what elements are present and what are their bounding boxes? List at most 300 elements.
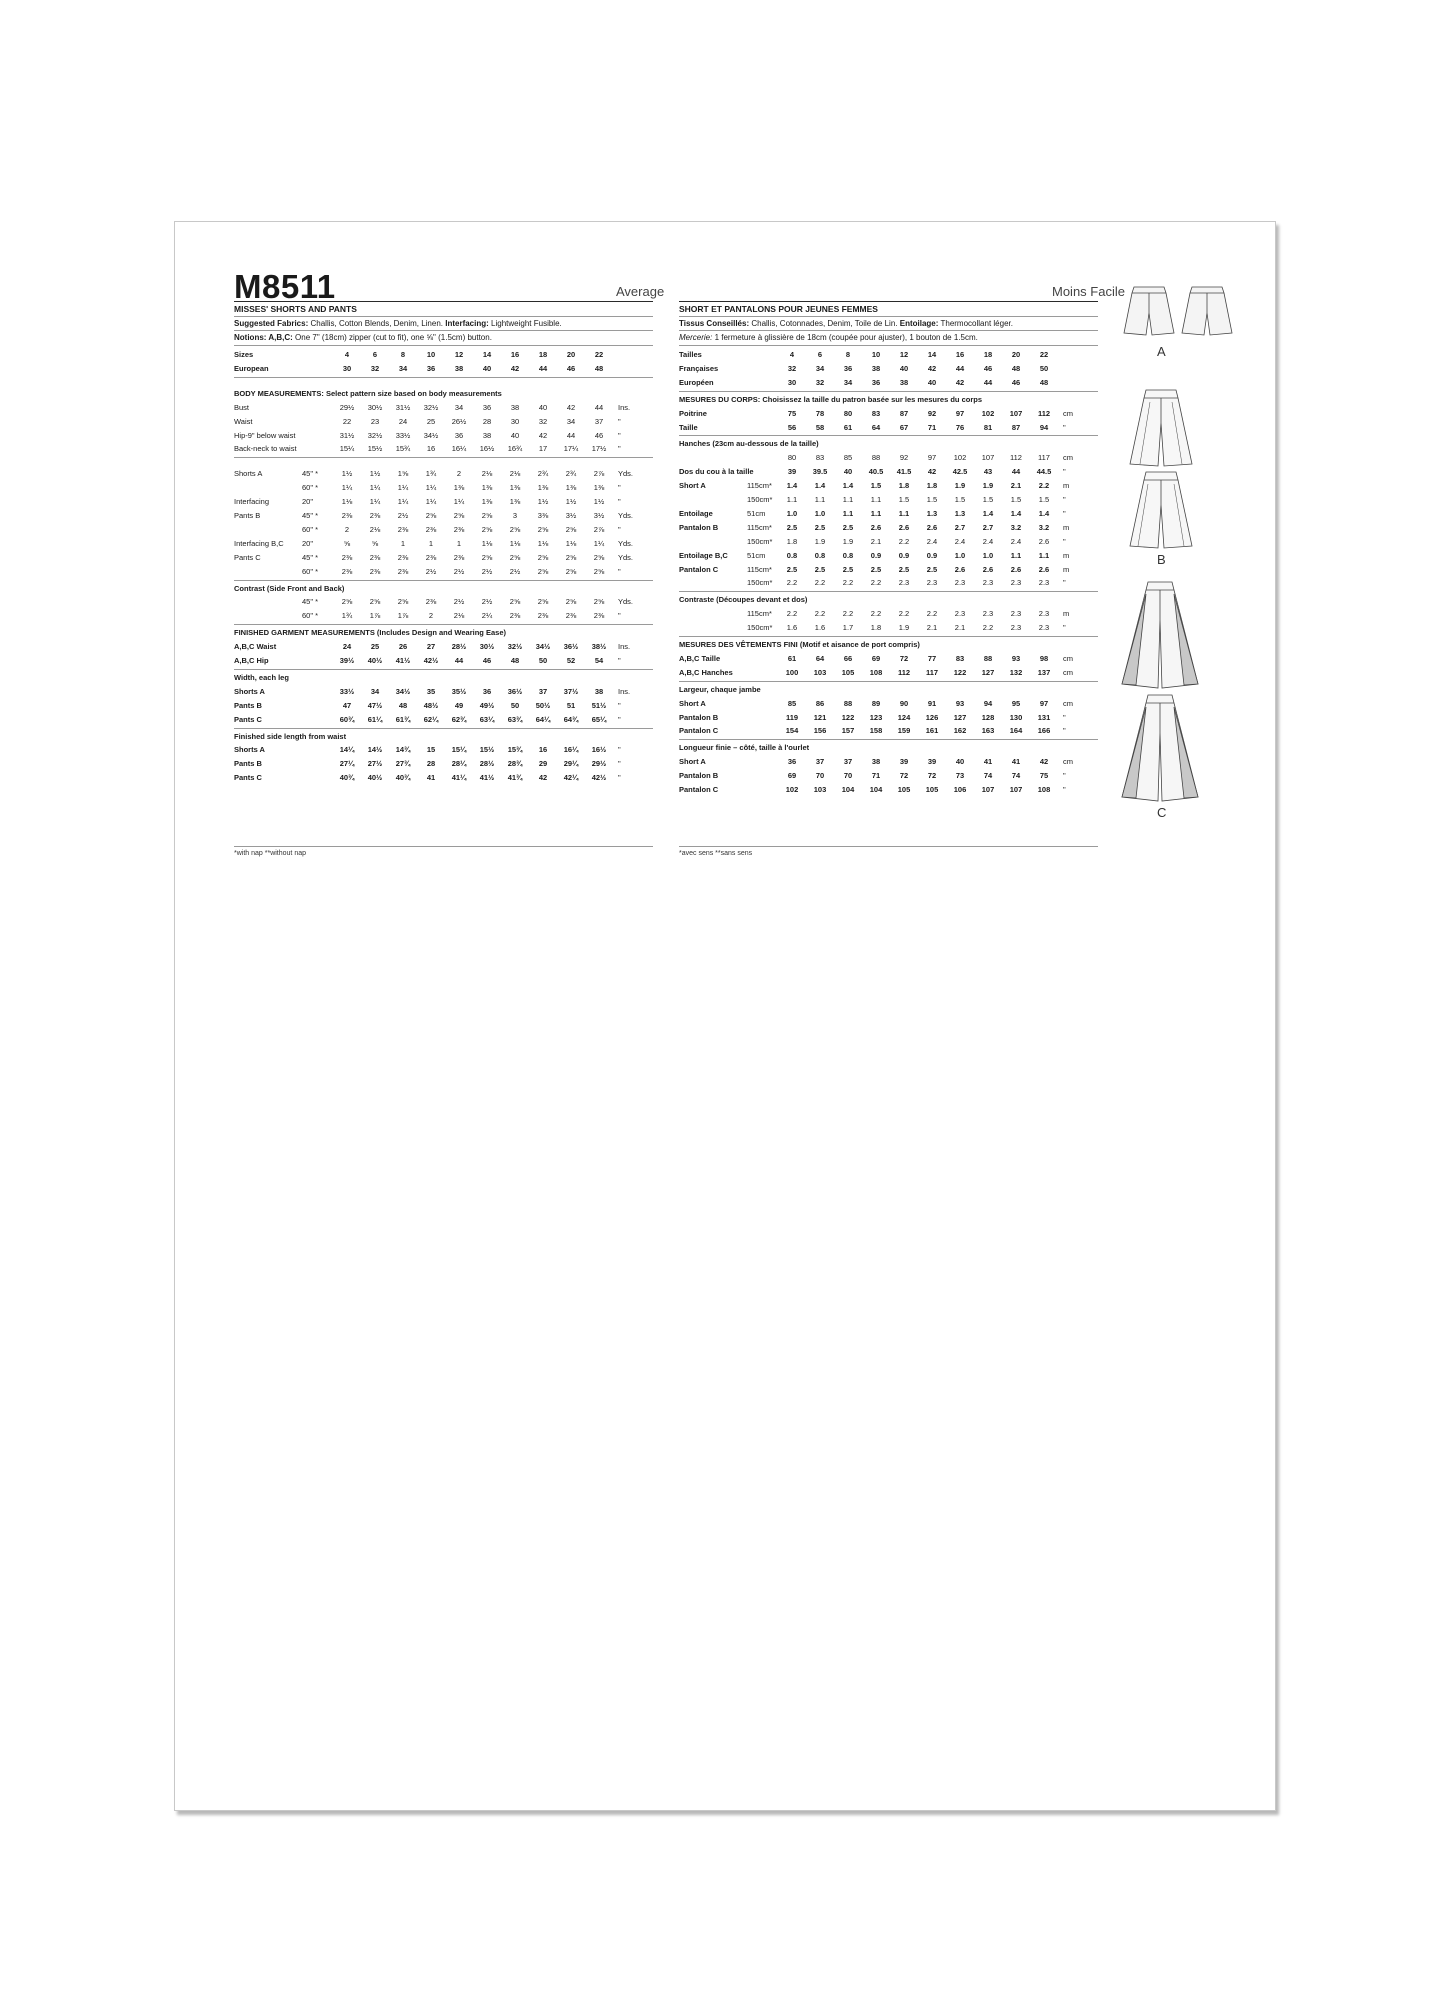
fr-row-unit: m	[1063, 481, 1070, 491]
en-table-cell: 1½	[341, 469, 353, 479]
fr-table-cell: 72	[899, 653, 909, 663]
fr-row-label: Pantalon B	[679, 712, 719, 722]
fr-table-cell: 0.8	[814, 550, 826, 560]
fr-row-label: Pantalon B	[679, 522, 719, 532]
fr-row-label: Taille	[679, 422, 698, 432]
en-fabrics	[234, 318, 562, 329]
fr-table-cell: 2.7	[982, 522, 994, 532]
en-table-cell: 16	[538, 745, 548, 755]
view-label-c: C	[1157, 805, 1167, 820]
fr-table-row	[679, 638, 1098, 651]
en-table-cell: 2⅞	[593, 469, 605, 479]
fr-table-cell: 83	[871, 408, 881, 418]
en-section-divider	[234, 669, 653, 670]
fr-table-row	[679, 711, 1098, 724]
en-table-cell: 32	[538, 416, 548, 426]
en-table-cell: 3½	[593, 511, 605, 520]
fr-footer-rule	[679, 846, 1098, 847]
fr-title: SHORT ET PANTALONS POUR JEUNES FEMMES	[679, 304, 878, 314]
en-row-fabric-width: 60" *	[302, 483, 319, 493]
fr-row-fabric-width: 115cm*	[747, 522, 772, 532]
fr-table-cell: 75	[787, 408, 797, 418]
fr-table-cell: 1.0	[982, 550, 994, 560]
en-table-cell: 41¾	[507, 773, 523, 783]
en-table-cell: 38	[454, 363, 464, 373]
fr-table-cell: 1.1	[842, 495, 854, 504]
fr-table-cell: 2.6	[1038, 564, 1050, 574]
en-table-cell: 46	[482, 656, 492, 665]
fr-footnote: *avec sens **sans sens	[679, 850, 753, 857]
fr-table-cell: 36	[871, 377, 881, 387]
fr-table-cell: 2.1	[870, 536, 882, 546]
fr-table-cell: 2.5	[870, 564, 882, 574]
fr-table-cell: 2.2	[926, 609, 938, 619]
en-table-cell: 40	[538, 402, 548, 412]
fr-table-cell: 1.9	[842, 536, 854, 546]
fr-table-cell: 112	[1010, 453, 1022, 463]
fr-notions-label: Mercerie:	[679, 333, 713, 342]
en-table-cell: 2⅜	[341, 511, 353, 520]
en-table-cell: 1	[400, 538, 406, 548]
fr-table-cell: 34	[843, 377, 853, 387]
en-notions-label: Notions: A,B,C:	[234, 333, 293, 342]
en-row-label: Waist	[234, 416, 253, 426]
fr-table-cell: 2.2	[786, 578, 798, 588]
en-table-cell: 1⅜	[509, 483, 521, 493]
en-table-cell: 2⅝	[341, 597, 353, 607]
fr-table-cell: 2.2	[786, 609, 798, 619]
en-table-cell: 36½	[563, 642, 579, 652]
en-table-row	[234, 387, 653, 400]
en-row-label: A,B,C Waist	[234, 642, 277, 652]
fr-table-cell: 1.1	[814, 495, 826, 504]
en-table-cell: 63¼	[479, 714, 495, 724]
fr-table-cell: 36	[843, 363, 853, 373]
en-table-cell: 2½	[453, 566, 465, 576]
en-notions-text: One 7" (18cm) zipper (cut to fit), one ⅝" (1.5cm) button.	[295, 333, 492, 342]
en-row-label: Pants C	[234, 714, 262, 724]
fr-table-cell: 162	[953, 726, 967, 736]
en-row-label: Width, each leg	[234, 672, 289, 682]
en-table-cell: 1½	[369, 469, 381, 479]
fr-table-cell: 1.4	[786, 481, 798, 491]
fr-table-cell: 42	[927, 363, 937, 373]
fr-table-row	[679, 535, 1098, 548]
fr-table-cell: 64	[815, 653, 825, 663]
en-row-fabric-width: 60" *	[302, 524, 319, 534]
fr-fabrics	[679, 318, 1013, 329]
en-table-cell: 65¼	[591, 714, 607, 724]
en-table-cell: 15¾	[507, 745, 523, 755]
en-table-cell: 40½	[367, 656, 383, 665]
en-table-cell: 29½	[339, 402, 355, 412]
fr-table-cell: 42	[927, 467, 937, 477]
en-table-cell: 41	[426, 773, 436, 783]
fr-table-cell: 2.5	[926, 564, 938, 574]
en-table-cell: 1⅛	[565, 538, 577, 548]
en-table-cell: 2⅝	[481, 524, 493, 534]
fr-row-label: Contraste (Découpes devant et dos)	[679, 595, 808, 605]
en-table-cell: 28	[482, 416, 492, 426]
fr-table-cell: 85	[787, 698, 797, 708]
fr-table-cell: 71	[871, 771, 881, 781]
en-row-label: Pants C	[234, 773, 262, 783]
fr-table-cell: 77	[927, 653, 937, 663]
fr-table-cell: 97	[955, 408, 965, 418]
fr-table-cell: 1.0	[954, 550, 966, 560]
fr-table-row	[679, 451, 1098, 464]
fr-table-row	[679, 697, 1098, 710]
en-table-cell: 64¾	[563, 714, 579, 724]
en-table-row	[234, 401, 653, 414]
en-table-cell: 48	[510, 656, 520, 665]
en-row-unit: "	[618, 483, 621, 493]
fr-rule	[679, 330, 1098, 331]
en-table-cell: 2⅛	[509, 469, 521, 479]
fr-table-cell: 104	[841, 785, 855, 794]
en-table-cell: 2⅜	[369, 511, 381, 520]
fr-table-cell: 1.1	[898, 508, 910, 518]
fr-table-row	[679, 549, 1098, 562]
fr-table-cell: 2.3	[1010, 609, 1022, 619]
fr-row-unit: m	[1063, 609, 1070, 619]
fr-table-cell: 80	[843, 408, 853, 418]
fr-row-label: Short A	[679, 757, 706, 767]
fr-table-row	[679, 465, 1098, 478]
view-c-pants-back-illustration	[1120, 693, 1200, 803]
en-row-label: European	[234, 363, 269, 373]
fr-row-fabric-width: 115cm*	[747, 481, 772, 491]
fr-row-unit: cm	[1063, 408, 1073, 418]
fr-table-cell: 2.4	[1010, 536, 1022, 546]
fr-table-cell: 102	[953, 453, 967, 463]
fr-table-cell: 2.5	[814, 564, 826, 574]
fr-table-cell: 156	[813, 726, 827, 736]
en-table-cell: 2⅜	[509, 611, 521, 621]
fr-table-cell: 122	[953, 667, 967, 677]
fr-table-cell: 2.2	[814, 578, 826, 588]
en-table-cell: 10	[426, 350, 436, 359]
fr-row-unit: cm	[1063, 667, 1073, 677]
en-section-divider	[234, 377, 653, 378]
fr-table-cell: 61	[843, 422, 853, 432]
fr-table-cell: 1.8	[870, 623, 882, 633]
fr-table-row	[679, 652, 1098, 665]
en-table-cell: 2⅜	[341, 566, 353, 576]
en-table-cell: 50	[538, 656, 548, 665]
en-row-unit: "	[618, 745, 621, 755]
en-row-unit: "	[618, 566, 621, 576]
en-row-label: Shorts A	[234, 745, 265, 755]
fr-table-cell: 2.1	[1010, 481, 1022, 491]
fr-table-cell: 66	[843, 653, 853, 663]
fr-table-cell: 87	[1011, 422, 1021, 432]
fr-table-cell: 105	[841, 667, 855, 677]
en-table-cell: 31½	[395, 402, 411, 412]
en-table-cell: 2⅜	[425, 597, 437, 607]
en-interfacing-text: Lightweight Fusible.	[491, 319, 562, 328]
fr-table-cell: 4	[789, 350, 795, 359]
fr-table-cell: 1.1	[1010, 550, 1022, 560]
fr-table-cell: 39	[927, 757, 937, 767]
fr-table-cell: 2.6	[954, 564, 966, 574]
fr-table-cell: 1.4	[1010, 508, 1022, 518]
fr-table-row	[679, 683, 1098, 696]
en-table-cell: 28	[426, 759, 436, 769]
en-table-row	[234, 771, 653, 784]
en-table-cell: 1⅝	[397, 469, 409, 479]
en-table-cell: 35½	[451, 686, 467, 696]
en-table-cell: 48½	[423, 700, 439, 710]
en-table-cell: 2⅜	[453, 524, 465, 534]
fr-table-cell: 128	[981, 712, 995, 722]
en-table-cell: 16¼	[563, 745, 579, 755]
fr-row-label: Tailles	[679, 350, 702, 359]
en-row-label: A,B,C Hip	[234, 656, 269, 665]
en-table-cell: 42¼	[563, 773, 579, 783]
fr-row-unit: "	[1063, 495, 1066, 504]
en-table-cell: 52	[566, 656, 576, 665]
fr-table-cell: 117	[1038, 453, 1050, 463]
en-table-cell: 22	[342, 416, 352, 426]
difficulty-level-fr: Moins Facile	[1052, 284, 1125, 299]
fr-table-row	[679, 407, 1098, 420]
fr-row-unit: cm	[1063, 653, 1073, 663]
fr-table-cell: 2.2	[870, 578, 882, 588]
fr-table-cell: 2.2	[982, 623, 994, 633]
en-table-cell: 34	[398, 363, 408, 373]
fr-table-cell: 1.5	[870, 481, 882, 491]
fr-table-row	[679, 393, 1098, 406]
fr-table-cell: 74	[983, 771, 993, 781]
en-row-unit: "	[618, 759, 621, 769]
en-table-cell: 2⅝	[397, 597, 409, 607]
fr-table-cell: 1.5	[1010, 495, 1022, 504]
en-table-cell: 49½	[479, 700, 495, 710]
en-table-cell: 30½	[479, 642, 495, 652]
fr-row-unit: "	[1063, 578, 1066, 588]
fr-table-cell: 2.6	[1038, 536, 1050, 546]
en-table-cell: 32½	[507, 642, 523, 652]
fr-table-cell: 0.8	[842, 550, 854, 560]
en-table-cell: 2½	[397, 511, 409, 520]
fr-row-unit: "	[1063, 623, 1066, 633]
fr-table-cell: 107	[1009, 785, 1023, 794]
fr-table-cell: 159	[897, 726, 911, 736]
fr-table-row	[679, 607, 1098, 620]
fr-row-unit: cm	[1063, 757, 1073, 767]
fr-table-cell: 112	[1037, 408, 1051, 418]
fr-row-unit: m	[1063, 550, 1070, 560]
fr-row-unit: "	[1063, 508, 1066, 518]
fr-table-row	[679, 741, 1098, 754]
en-table-cell: 2⅝	[481, 552, 493, 562]
en-table-cell: 2⅝	[537, 524, 549, 534]
fr-table-cell: 42	[955, 377, 965, 387]
en-table-cell: 15	[426, 745, 436, 755]
en-table-cell: 3⅜	[537, 511, 549, 520]
en-table-cell: 33½	[395, 430, 411, 440]
en-table-cell: 15½	[367, 444, 383, 454]
en-table-cell: 2⅝	[565, 524, 577, 534]
en-table-cell: 2⅝	[593, 597, 605, 607]
fr-row-unit: "	[1063, 785, 1066, 794]
en-table-cell: 3	[512, 511, 518, 520]
fr-row-fabric-width: 150cm*	[747, 578, 773, 588]
en-table-row	[234, 582, 653, 595]
en-table-cell: 42	[538, 430, 548, 440]
en-table-cell: 2	[456, 469, 462, 479]
en-row-label: BODY MEASUREMENTS: Select pattern size based on body measurements	[234, 388, 502, 398]
fr-table-cell: 20	[1011, 350, 1021, 359]
en-table-cell: 4	[344, 350, 350, 359]
en-table-cell: 20	[566, 350, 576, 359]
fr-row-unit: "	[1063, 726, 1066, 736]
fr-table-cell: 107	[981, 453, 995, 463]
fr-table-cell: 90	[899, 698, 909, 708]
fr-table-cell: 46	[1011, 377, 1021, 387]
en-table-cell: 35	[426, 686, 436, 696]
en-table-cell: 27¾	[395, 759, 411, 769]
fr-table-cell: 1.1	[1038, 550, 1050, 560]
fr-row-fabric-width: 115cm*	[747, 609, 772, 619]
fr-table-cell: 72	[899, 771, 909, 781]
fr-table-cell: 93	[955, 698, 965, 708]
en-table-cell: 27	[426, 642, 436, 652]
en-table-cell: 30	[510, 416, 520, 426]
en-table-row	[234, 699, 653, 712]
en-row-unit: "	[618, 430, 621, 440]
fr-table-cell: 2.6	[1010, 564, 1022, 574]
en-row-unit: Yds.	[618, 511, 634, 520]
fr-table-cell: 137	[1037, 667, 1051, 677]
en-table-cell: 1⅜	[481, 497, 493, 507]
en-table-cell: 38	[510, 402, 520, 412]
fr-section-divider	[679, 739, 1098, 740]
view-label-b: B	[1157, 552, 1166, 567]
en-table-cell: 44	[538, 363, 548, 373]
en-table-cell: 1¼	[453, 497, 465, 507]
en-table-row	[234, 509, 653, 522]
fr-table-cell: 87	[899, 408, 909, 418]
fr-row-label: Entoilage B,C	[679, 550, 728, 560]
fr-table-row	[679, 437, 1098, 450]
en-table-row	[234, 757, 653, 770]
fr-table-cell: 158	[869, 726, 883, 736]
en-table-cell: 30½	[367, 402, 383, 412]
en-table-cell: 16¼	[451, 444, 467, 454]
en-table-row	[234, 640, 653, 653]
en-table-cell: 61¾	[395, 714, 411, 724]
fr-table-cell: 2.2	[814, 609, 826, 619]
en-row-label: Contrast (Side Front and Back)	[234, 583, 345, 593]
en-interfacing-label: Interfacing:	[445, 319, 489, 328]
en-row-label: Pants B	[234, 700, 262, 710]
fr-table-cell: 100	[785, 667, 799, 677]
en-table-cell: 2⅜	[397, 566, 409, 576]
en-table-cell: 16½	[591, 745, 607, 755]
fr-fabrics-text: Challis, Cotonnades, Denim, Toile de Lin.	[751, 319, 898, 328]
fr-table-cell: 38	[871, 363, 881, 373]
en-row-unit: Yds.	[618, 552, 634, 562]
fr-table-cell: 40	[843, 467, 853, 477]
fr-row-label: Pantalon C	[679, 564, 719, 574]
fr-table-cell: 89	[871, 698, 881, 708]
en-table-cell: ⅝	[371, 538, 379, 548]
en-table-cell: 2⅜	[565, 611, 577, 621]
en-table-cell: 18	[538, 350, 548, 359]
en-table-cell: 29	[538, 759, 548, 769]
fr-table-cell: 40	[899, 363, 909, 373]
fr-row-label: Européen	[679, 377, 714, 387]
fr-table-cell: 1.5	[1038, 495, 1050, 504]
fr-table-cell: 2.3	[1038, 609, 1050, 619]
en-row-label: Interfacing B,C	[234, 538, 284, 548]
fr-table-cell: 34	[815, 363, 825, 373]
en-row-unit: "	[618, 714, 621, 724]
fr-interfacing-text: Thermocollant léger.	[940, 319, 1013, 328]
en-table-cell: 14¼	[339, 745, 355, 755]
en-table-cell: 1⅛	[509, 538, 521, 548]
en-row-fabric-width: 45" *	[302, 552, 319, 562]
en-table-cell: 2⅝	[481, 511, 493, 520]
fr-row-label: Short A	[679, 698, 706, 708]
en-row-unit: "	[618, 444, 621, 454]
fr-fabrics-label: Tissus Conseillés:	[679, 319, 750, 328]
en-table-cell: 37	[538, 686, 548, 696]
en-table-cell: 42½	[591, 773, 607, 783]
en-table-cell: 60¾	[339, 714, 355, 724]
fr-table-cell: 2.3	[898, 578, 910, 588]
fr-table-cell: 76	[955, 422, 965, 432]
fr-table-cell: 44.5	[1036, 467, 1052, 477]
en-table-cell: 36	[454, 430, 464, 440]
fr-table-cell: 127	[981, 667, 995, 677]
fr-row-label: Pantalon C	[679, 785, 719, 794]
en-fabrics-label: Suggested Fabrics:	[234, 319, 309, 328]
en-table-cell: 2¾	[565, 469, 577, 479]
fr-table-cell: 94	[1039, 422, 1049, 432]
en-table-cell: 51½	[591, 700, 607, 710]
en-table-cell: 2⅝	[509, 597, 521, 607]
fr-table-cell: 2.3	[954, 609, 966, 619]
fr-table-cell: 131	[1037, 712, 1051, 722]
en-table-cell: 2⅜	[341, 552, 353, 562]
fr-table-cell: 1.0	[786, 508, 798, 518]
fr-table-cell: 164	[1009, 726, 1023, 736]
fr-table-cell: 40.5	[868, 467, 884, 477]
fr-table-cell: 107	[1009, 408, 1023, 418]
en-table-cell: 8	[400, 350, 406, 359]
fr-table-cell: 30	[787, 377, 797, 387]
en-footnote: *with nap **without nap	[234, 850, 306, 857]
fr-table-cell: 102	[785, 785, 799, 794]
fr-table-cell: 1.7	[842, 623, 854, 633]
en-table-cell: 1¼	[369, 497, 381, 507]
en-table-cell: 61¼	[367, 714, 383, 724]
fr-table-cell: 166	[1037, 726, 1051, 736]
en-table-cell: 40½	[367, 773, 383, 783]
en-table-cell: 24	[342, 642, 352, 652]
fr-table-cell: 1.9	[982, 481, 994, 491]
en-table-cell: 1½	[565, 497, 577, 507]
en-row-fabric-width: 45" *	[302, 469, 319, 479]
en-table-cell: 36½	[507, 686, 523, 696]
fr-table-cell: 1.8	[786, 536, 798, 546]
fr-row-label: Françaises	[679, 363, 719, 373]
fr-table-row	[679, 755, 1098, 768]
en-table-row	[234, 442, 653, 455]
